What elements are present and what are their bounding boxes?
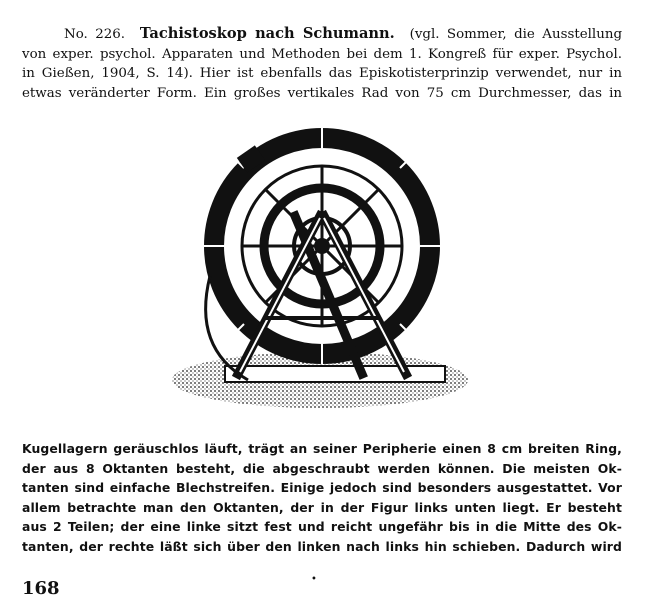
bottom-paragraph — [22, 439, 622, 557]
paragraph-line: von exper. psychol. Apparaten und Methoden bei dem 1. Kongreß für exper. Psychol. — [22, 46, 622, 62]
paragraph-line: allem betrachte man den Oktanten, der in der Figur links unten liegt. Er besteht — [22, 499, 622, 515]
paragraph-line: tanten, der rechte läßt sich über den linken nach links hin schieben. Dadurch wird — [22, 538, 622, 554]
paragraph-line: der aus 8 Oktanten besteht, die abgeschraubt werden können. Die meisten Ok- — [22, 460, 622, 476]
spokes — [242, 166, 402, 326]
paragraph-line: in Gießen, 1904, S. 14). Hier ist ebenfalls das Episkotisterprinzip verwendet, nur in — [22, 66, 622, 82]
page-number: 168 — [22, 578, 60, 599]
tachistoscope-wheel-illustration — [170, 118, 490, 438]
footer-mark: • — [311, 574, 317, 585]
item-number: No. 226. — [64, 27, 126, 42]
paragraph-line: aus 2 Teilen; der eine linke sitzt fest und reicht ungefähr bis in die Mitte des Ok- — [22, 519, 622, 535]
heading-line-rest: (vgl. Sommer, die Ausstellung — [409, 27, 623, 42]
base-platform — [225, 366, 445, 382]
paragraph-line: etwas veränderter Form. Ein großes vertikales Rad von 75 cm Durchmesser, das in — [22, 85, 622, 101]
item-heading: Tachistoskop nach Schumann. — [139, 25, 395, 42]
paragraph-line: Kugellagern geräuschlos läuft, trägt an seiner Peripherie einen 8 cm breiten Ring, — [22, 441, 622, 456]
paragraph-line: tanten sind einfache Blechstreifen. Einige jedoch sind besonders ausgestattet. Vor — [22, 480, 622, 496]
top-paragraph — [22, 24, 622, 103]
paragraph-line — [22, 24, 622, 45]
